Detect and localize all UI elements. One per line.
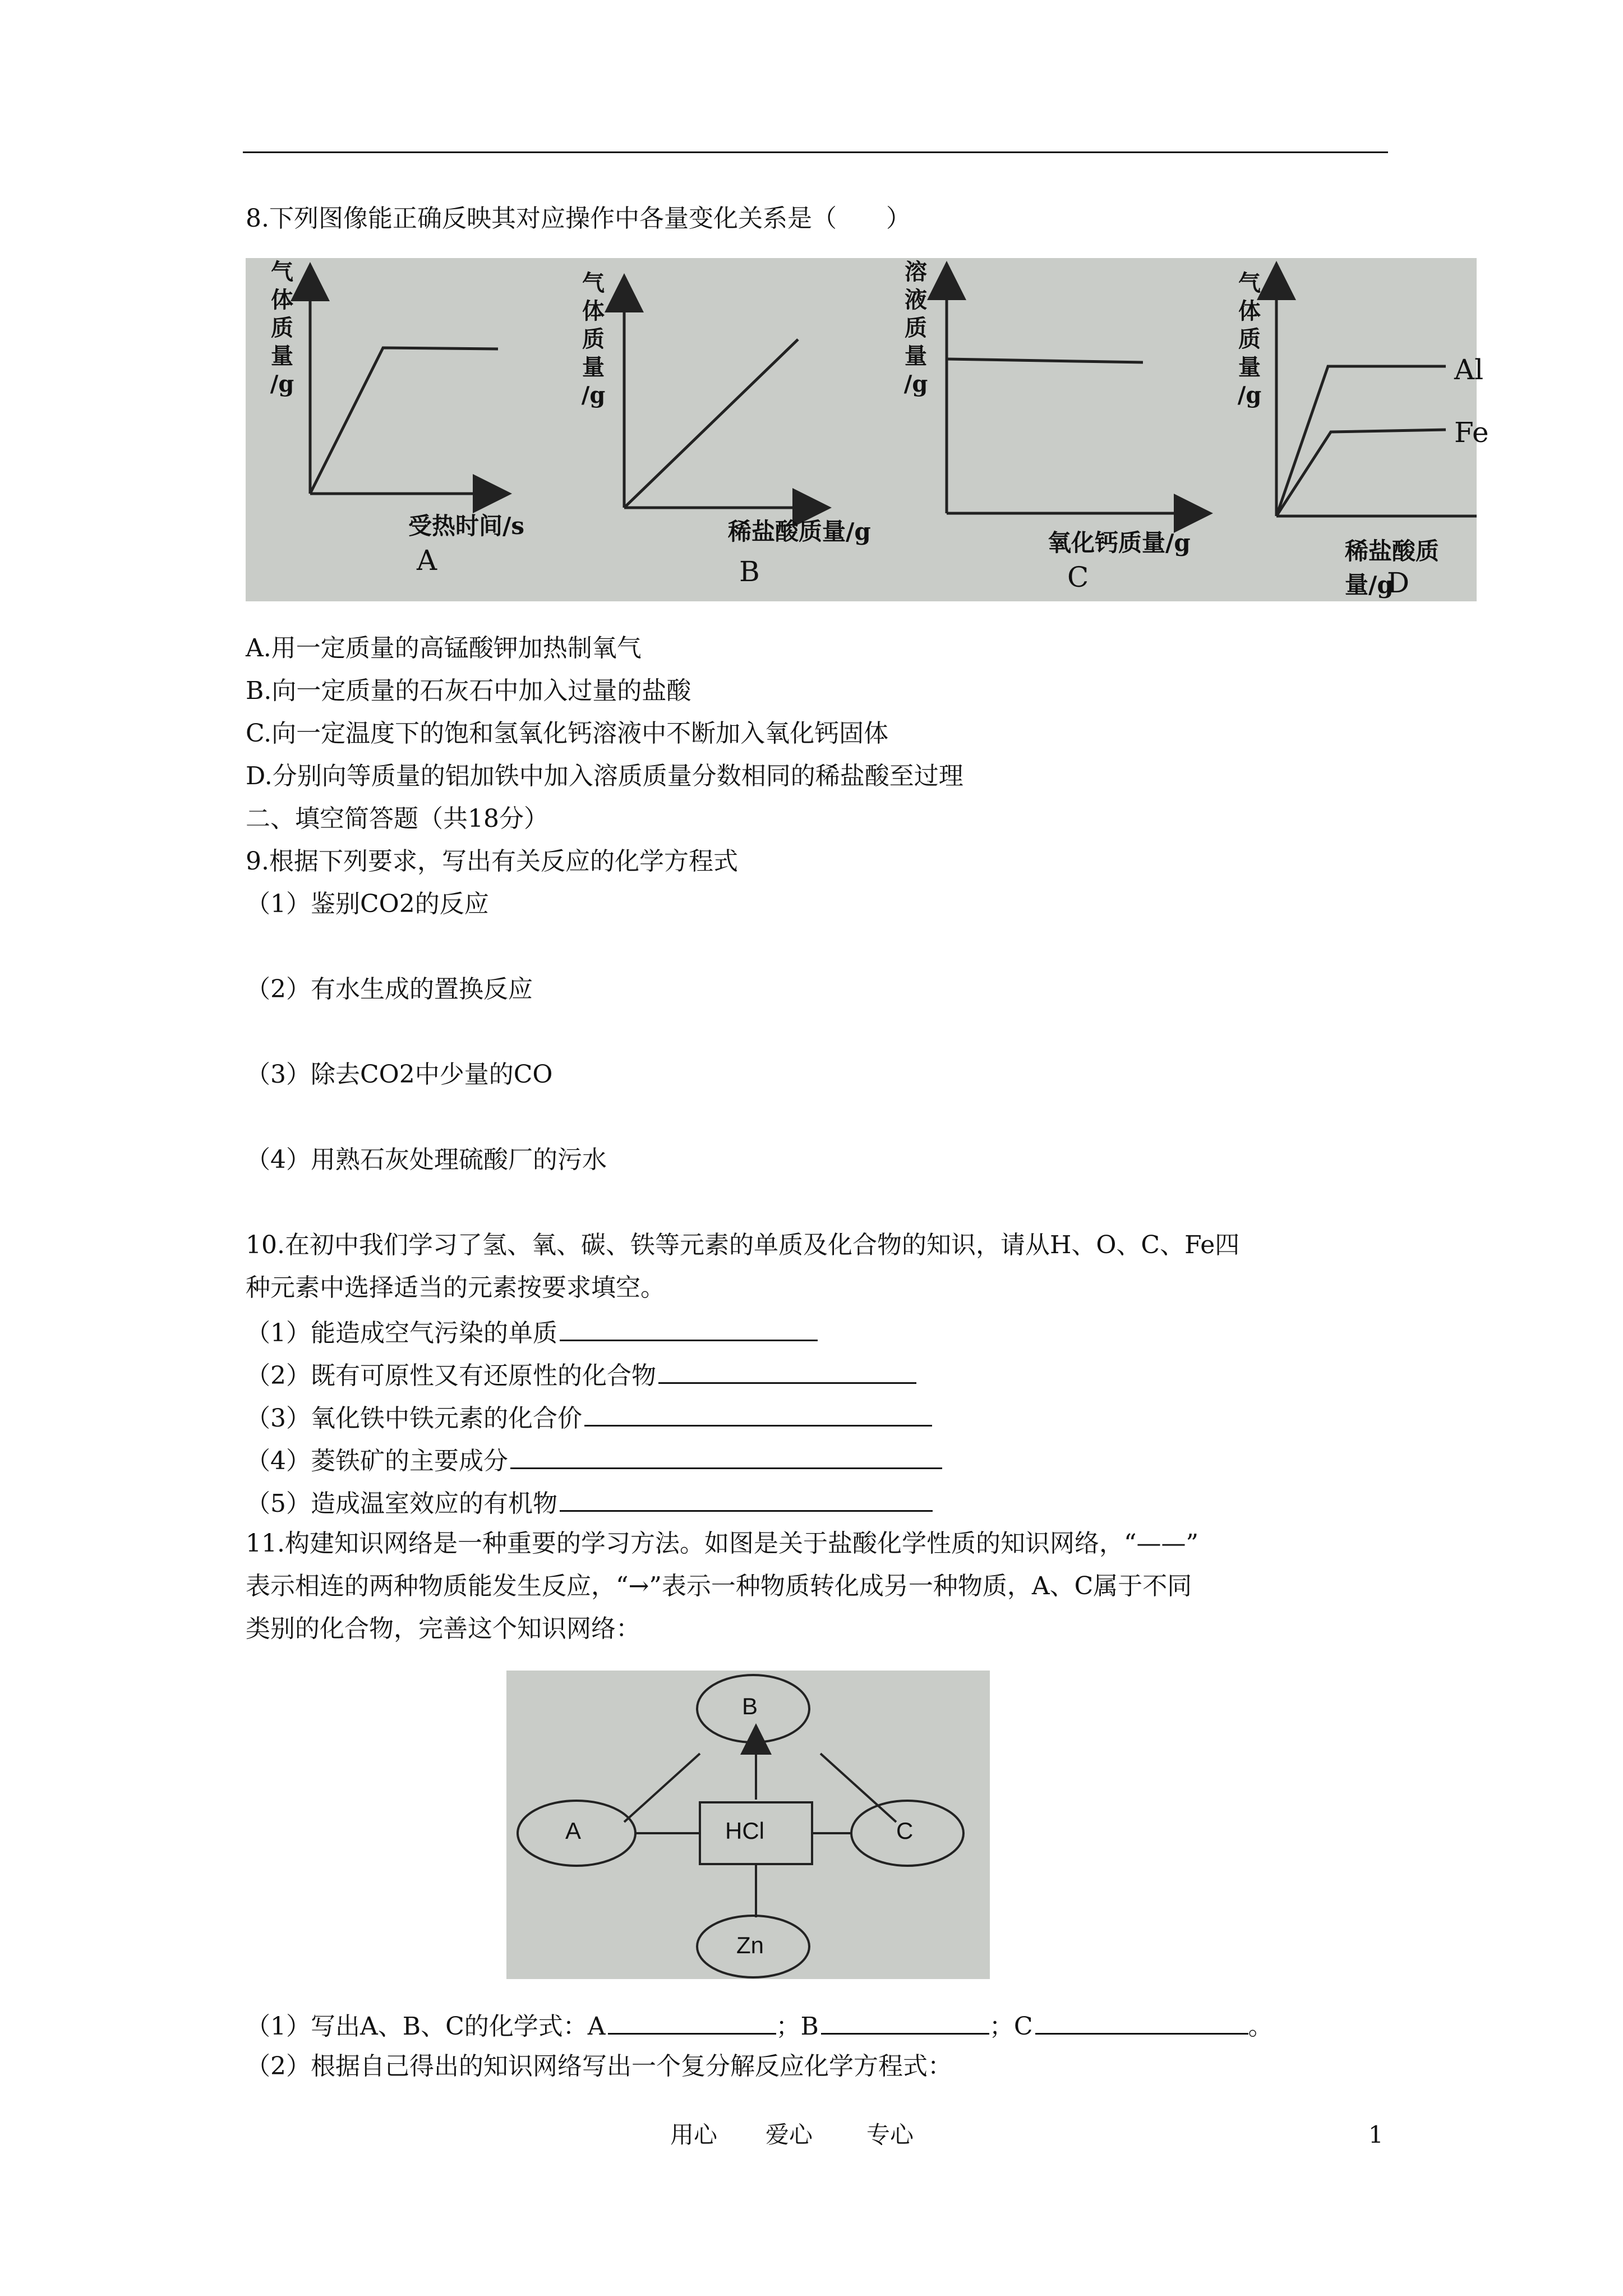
graph-c-letter: C (1067, 561, 1089, 593)
q8-stem: 8.下列图像能正确反映其对应操作中各量变化关系是（ ） (246, 204, 911, 233)
q11-sub2: （2）根据自己得出的知识网络写出一个复分解反应化学方程式： (246, 2052, 952, 2081)
edge-b-c (820, 1754, 896, 1822)
q11-sub1-end: 。 (1248, 2012, 1273, 2041)
q10-answer-1-blank[interactable] (560, 1315, 818, 1341)
graph-b-curve (624, 339, 798, 508)
q10-item-5 (246, 1485, 933, 1520)
node-a-label: A (565, 1818, 582, 1844)
graph-c-curve (947, 359, 1143, 362)
q9-item-1: （1）鉴别CO2的反应 (246, 890, 489, 918)
graph-d-curve-al (1276, 366, 1446, 516)
q9-item-3: （3）除去CO2中少量的CO (246, 1060, 553, 1089)
page-number: 1 (1368, 2121, 1384, 2148)
graph-a-curve (310, 348, 498, 494)
section-2-heading: 二、填空简答题（共18分） (246, 804, 548, 833)
q8-option-b: B.向一定质量的石灰石中加入过量的盐酸 (246, 677, 691, 705)
graph-a-xlabel: 受热时间/s (408, 512, 524, 540)
q10-item-1 (246, 1315, 818, 1349)
node-b-label: B (742, 1693, 758, 1719)
q10-item-5-label: （5）造成温室效应的有机物 (246, 1489, 557, 1518)
graph-d-ylabel: 气 体 质 量 /g (1237, 270, 1262, 408)
q10-item-2-label: （2）既有可原性又有还原性的化合物 (246, 1361, 656, 1390)
header-rule (243, 151, 1388, 153)
q9-stem: 9.根据下列要求，写出有关反应的化学方程式 (246, 847, 738, 876)
q10-stem-line2: 种元素中选择适当的元素按要求填空。 (246, 1273, 665, 1302)
node-hcl-label: HCl (725, 1818, 764, 1844)
footer-mid: 爱心 (766, 2121, 813, 2148)
q11-line3: 类别的化合物，完善这个知识网络： (246, 1614, 640, 1643)
graph-d-letter: D (1387, 567, 1410, 599)
q10-item-3-label: （3）氧化铁中铁元素的化合价 (246, 1404, 582, 1433)
q10-stem-line1: 10.在初中我们学习了氢、氧、碳、铁等元素的单质及化合物的知识，请从H、O、C、Fe四 (246, 1231, 1240, 1259)
q10-item-1-label: （1）能造成空气污染的单质 (246, 1319, 557, 1347)
q8-option-a: A.用一定质量的高锰酸钾加热制氧气 (246, 634, 642, 662)
footer-left: 用心 (670, 2121, 718, 2148)
q11-network-diagram (506, 1671, 990, 1979)
q10-answer-2-blank[interactable] (658, 1358, 916, 1384)
q11-answer-b-blank[interactable] (821, 2008, 989, 2035)
q11-line2: 表示相连的两种物质能发生反应，“→”表示一种物质转化成另一种物质，A、C属于不同 (246, 1572, 1192, 1600)
q10-item-3 (246, 1400, 932, 1434)
graph-a-letter: A (417, 544, 437, 577)
graph-c-ylabel: 溶 液 质 量 /g (903, 259, 928, 397)
graph-b-letter: B (739, 555, 760, 588)
q11-sub1-b: ；B (776, 2012, 819, 2041)
graph-d-label-al: Al (1454, 353, 1484, 386)
q10-answer-4-blank[interactable] (510, 1443, 942, 1469)
graph-a-ylabel: 气 体 质 量 /g (270, 259, 294, 397)
q9-item-4: （4）用熟石灰处理硫酸厂的污水 (246, 1145, 607, 1174)
q8-option-d: D.分别向等质量的铝加铁中加入溶质质量分数相同的稀盐酸至过理 (246, 762, 963, 790)
q10-answer-5-blank[interactable] (560, 1485, 933, 1512)
q10-item-4-label: （4）菱铁矿的主要成分 (246, 1447, 508, 1475)
graph-c-xlabel: 氧化钙质量/g (1048, 529, 1191, 556)
graph-d-label-fe: Fe (1454, 416, 1489, 449)
q10-answer-3-blank[interactable] (584, 1400, 932, 1427)
edge-a-b (624, 1754, 700, 1822)
footer-right: 专心 (866, 2121, 914, 2148)
q11-sub1 (246, 2008, 1273, 2042)
q11-sub1-prefix: （1）写出A、B、C的化学式：A (246, 2012, 606, 2041)
node-c-label: C (896, 1818, 914, 1844)
q11-answer-c-blank[interactable] (1035, 2008, 1248, 2035)
q10-item-4 (246, 1443, 942, 1477)
graph-b-ylabel: 气 体 质 量 /g (581, 270, 606, 408)
q11-line1: 11.构建知识网络是一种重要的学习方法。如图是关于盐酸化学性质的知识网络，“——” (246, 1529, 1198, 1558)
q8-graph-figure (246, 258, 1489, 601)
node-zn-label: Zn (736, 1932, 764, 1958)
q8-option-c: C.向一定温度下的饱和氢氧化钙溶液中不断加入氧化钙固体 (246, 719, 889, 748)
graph-d-xlabel: 稀盐酸质量/g (1345, 537, 1440, 599)
graph-b-xlabel: 稀盐酸质量/g (728, 518, 871, 545)
q9-item-2: （2）有水生成的置换反应 (246, 975, 533, 1004)
q11-answer-a-blank[interactable] (608, 2008, 776, 2035)
q11-sub1-c: ；C (989, 2012, 1033, 2041)
q10-item-2 (246, 1358, 916, 1392)
